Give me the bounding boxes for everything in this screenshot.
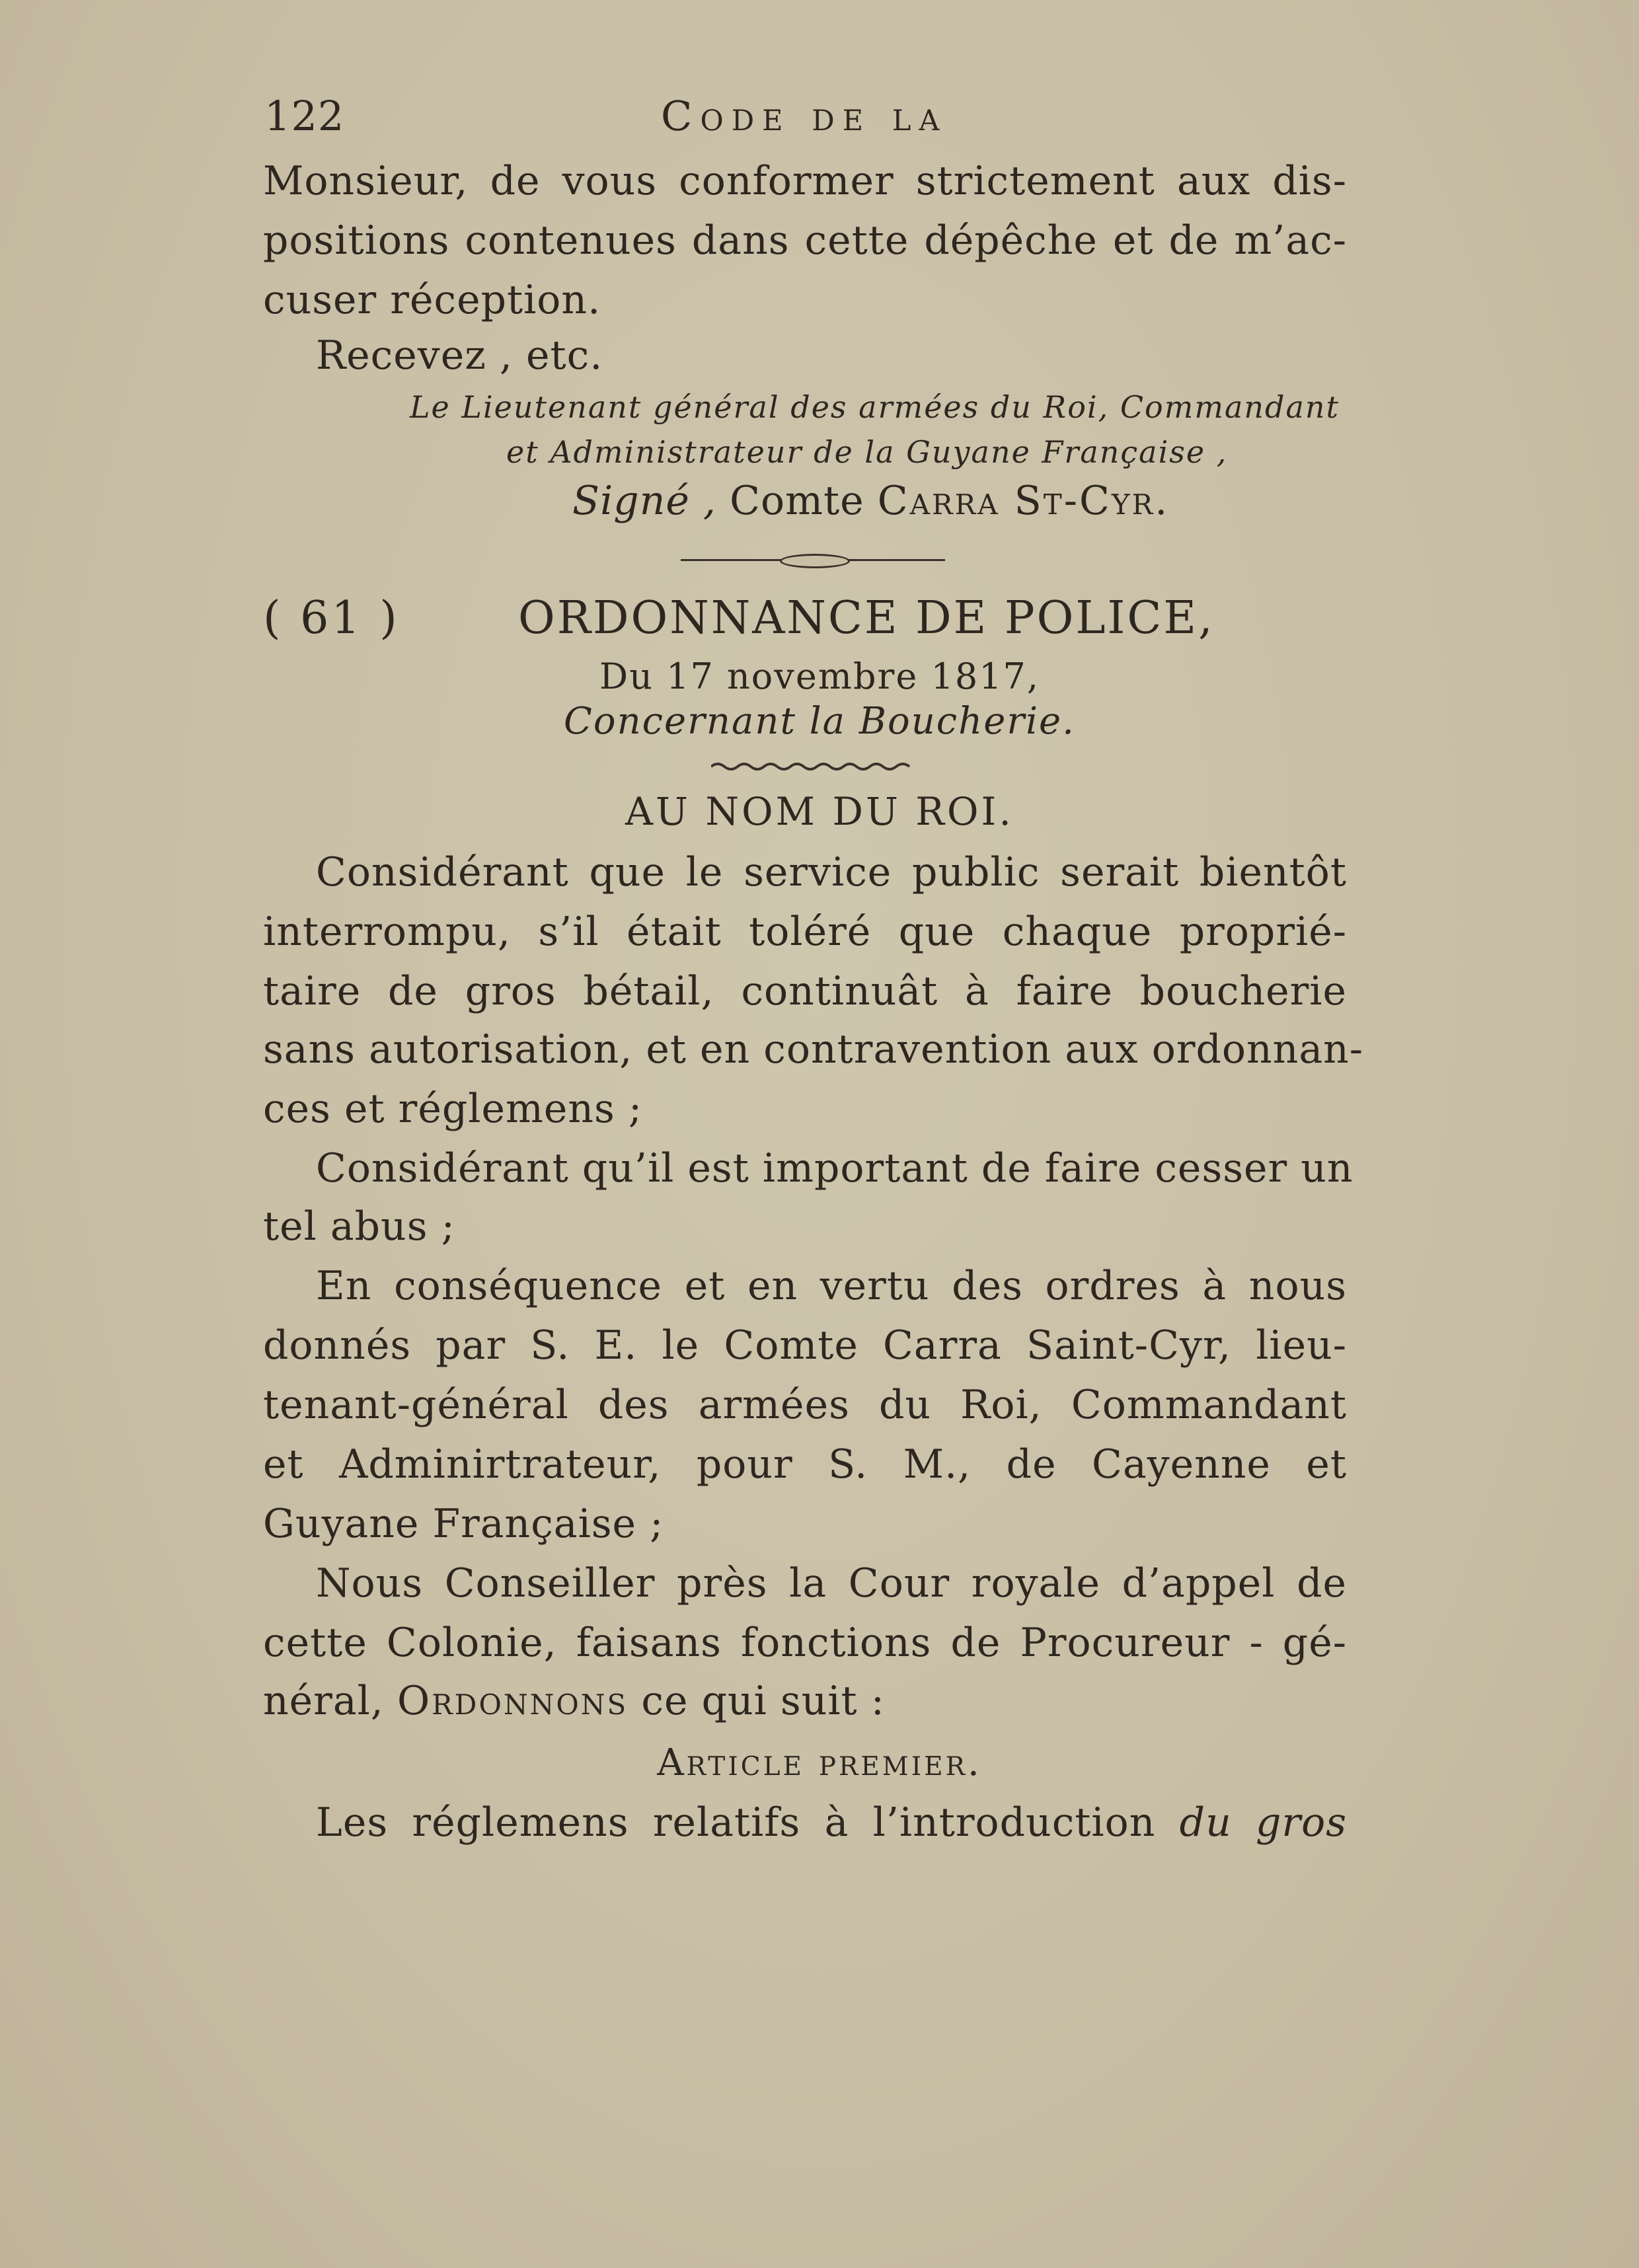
wavy-divider [711, 761, 916, 772]
name-prefix: Comte [730, 478, 864, 524]
text-line: tenant-général des armées du Roi, Commandant [263, 1382, 1347, 1428]
text-line: cuser réception. [263, 277, 601, 323]
text-line: positions contenues dans cette dépêche et de m’ac- [263, 217, 1347, 264]
ordinance-number: ( 61 ) [263, 592, 400, 644]
divider-ornament [780, 554, 850, 568]
running-title: Code de la [661, 92, 948, 140]
text-line: interrompu, s’il était toléré que chaque proprié- [263, 909, 1347, 955]
invocation: AU NOM DU ROI. [625, 789, 1014, 834]
closing-formula: Recevez , etc. [316, 332, 603, 379]
ordinance-title: ORDONNANCE DE POLICE, [518, 592, 1215, 644]
text-line: sans autorisation, et en contravention aux ordonnan- [263, 1026, 1364, 1073]
text-fragment: néral, [263, 1678, 384, 1724]
text-line: tel abus ; [263, 1203, 455, 1250]
signatory-name: Carra St-Cyr. [877, 478, 1170, 524]
ordonnons-keyword: Ordonnons [397, 1678, 629, 1724]
text-fragment: ce qui suit : [641, 1678, 885, 1724]
signature-name [572, 476, 1169, 526]
text-line: Considérant que le service public serait bientôt [316, 849, 1347, 895]
text-line: Monsieur, de vous conformer strictement aux dis- [263, 158, 1347, 204]
text-fragment: Les réglemens relatifs à l’introduction [316, 1799, 1156, 1846]
text-line: Nous Conseiller près la Cour royale d’appel de [316, 1560, 1347, 1606]
signature-title-line-1: Le Lieutenant général des armées du Roi, Commandant [410, 389, 1340, 425]
text-line: cette Colonie, faisans fonctions de Procureur - gé- [263, 1620, 1347, 1666]
text-line: donnés par S. E. le Comte Carra Saint-Cyr, lieu- [263, 1322, 1347, 1369]
page-number: 122 [264, 92, 345, 140]
text-line: Guyane Française ; [263, 1501, 664, 1547]
signature-title-line-2: et Administrateur de la Guyane Française , [506, 434, 1228, 470]
signed-label: Signé , [572, 478, 716, 524]
text-line: taire de gros bétail, continuât à faire boucherie [263, 968, 1347, 1014]
text-line: et Adminirtrateur, pour S. M., de Cayenne et [263, 1441, 1347, 1488]
text-line [263, 1676, 885, 1726]
ordinance-date: Du 17 novembre 1817, [599, 656, 1040, 697]
ordinance-subject: Concernant la Boucherie. [564, 700, 1075, 743]
article-heading: Article premier. [657, 1741, 982, 1784]
text-fragment-italic: du gros [1179, 1799, 1347, 1846]
text-line [316, 1797, 1347, 1848]
text-line: ces et réglemens ; [263, 1086, 643, 1132]
text-line: En conséquence et en vertu des ordres à nous [316, 1263, 1347, 1309]
text-line: Considérant qu’il est important de faire cesser un [316, 1145, 1353, 1191]
